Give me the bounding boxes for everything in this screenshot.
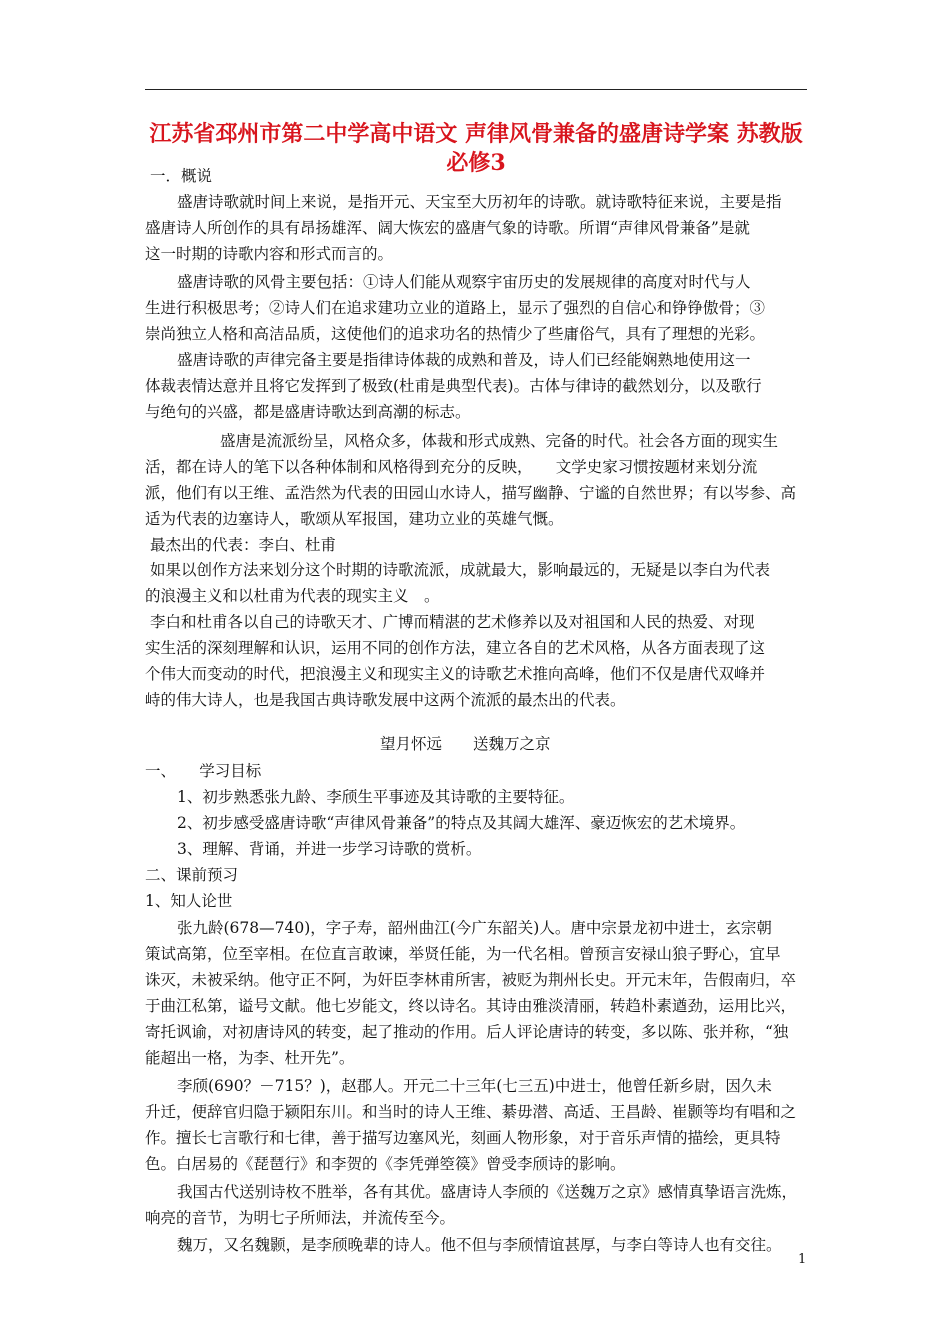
text-line: 1、知人论世 [145, 892, 233, 910]
text-line: 盛唐诗歌的声律完备主要是指律诗体裁的成熟和普及，诗人们已经能娴熟地使用这一 [177, 351, 751, 369]
text-line: 色。白居易的《琵琶行》和李贺的《李凭弹箜篌》曾受李颀诗的影响。 [145, 1155, 626, 1173]
text-line: 寄托讽谕，对初唐诗风的转变，起了推动的作用。后人评论唐诗的转变，多以陈、张并称，“独 [145, 1023, 789, 1041]
text-line: 望月怀远 送魏万之京 [380, 735, 551, 753]
text-line: 盛唐诗歌的风骨主要包括：①诗人们能从观察宇宙历史的发展规律的高度对时代与人 [177, 273, 751, 291]
text-line: 张九龄(678—740)，字子寿，韶州曲江(今广东韶关)人。唐中宗景龙初中进士，玄宗朝 [177, 919, 772, 937]
text-line: 魏万，又名魏颢，是李颀晚辈的诗人。他不但与李颀情谊甚厚，与李白等诗人也有交往。 [177, 1236, 782, 1254]
text-line: 李颀(690？－715？)，赵郡人。开元二十三年(七三五)中进士，他曾任新乡尉，因久未 [177, 1077, 772, 1095]
text-line: 这一时期的诗歌内容和形式而言的。 [145, 245, 394, 263]
text-line: 一、 学习目标 [145, 762, 262, 780]
text-line: 生进行积极思考；②诗人们在追求建功立业的道路上，显示了强烈的自信心和铮铮傲骨；③ [145, 299, 766, 317]
text-line: 活，都在诗人的笔下以各种体制和风格得到充分的反映， 文学史家习惯按题材来划分流 [145, 458, 758, 476]
text-line: 峙的伟大诗人，也是我国古典诗歌发展中这两个流派的最杰出的代表。 [145, 691, 626, 709]
text-line: 与绝句的兴盛，都是盛唐诗歌达到高潮的标志。 [145, 403, 471, 421]
text-line: 盛唐诗歌就时间上来说，是指开元、天宝至大历初年的诗歌。就诗歌特征来说，主要是指 [177, 193, 782, 211]
text-line: 体裁表情达意并且将它发挥到了极致(杜甫是典型代表)。古体与律诗的截然划分，以及歌行 [145, 377, 762, 395]
text-line: 崇尚独立人格和高洁品质，这使他们的追求功名的热情少了些庸俗气，具有了理想的光彩。 [145, 325, 766, 343]
text-line: 如果以创作方法来划分这个时期的诗歌流派，成就最大，影响最远的，无疑是以李白为代表 [150, 561, 771, 579]
text-line: 派，他们有以王维、孟浩然为代表的田园山水诗人，描写幽静、宁谧的自然世界；有以岑参、高 [145, 484, 797, 502]
text-line: 诛灭，未被采纳。他守正不阿，为奸臣李林甫所害，被贬为荆州长史。开元末年，告假南归，卒 [145, 971, 797, 989]
header-rule [145, 89, 807, 90]
text-line: 响亮的音节，为明七子所师法，并流传至今。 [145, 1209, 456, 1227]
text-line: 最杰出的代表：李白、杜甫 [150, 536, 337, 554]
text-line: 个伟大而变动的时代，把浪漫主义和现实主义的诗歌艺术推向高峰，他们不仅是唐代双峰并 [145, 665, 766, 683]
text-line: 盛唐是流派纷呈，风格众多，体裁和形式成熟、完备的时代。社会各方面的现实生 [220, 432, 779, 450]
text-line: 适为代表的边塞诗人，歌颂从军报国，建功立业的英雄气慨。 [145, 510, 564, 528]
text-line: 盛唐诗人所创作的具有昂扬雄浑、阔大恢宏的盛唐气象的诗歌。所谓“声律风骨兼备”是就 [145, 219, 750, 237]
text-line: 的浪漫主义和以杜甫为代表的现实主义 。 [145, 587, 440, 605]
text-line: 一．概说 [150, 167, 213, 185]
text-line: 实生活的深刻理解和认识，运用不同的创作方法，建立各自的艺术风格，从各方面表现了这 [145, 639, 766, 657]
text-line: 策试高第，位至宰相。在位直言敢谏，举贤任能，为一代名相。曾预言安禄山狼子野心，宜早 [145, 945, 781, 963]
page-number: 1 [798, 1252, 807, 1267]
text-line: 3、理解、背诵，并进一步学习诗歌的赏析。 [177, 840, 482, 858]
text-line: 于曲江私第，谥号文献。他七岁能文，终以诗名。其诗由雅淡清丽，转趋朴素遒劲，运用比兴， [145, 997, 797, 1015]
text-line: 我国古代送别诗枚不胜举，各有其优。盛唐诗人李颀的《送魏万之京》感情真挚语言洗炼， [177, 1183, 798, 1201]
text-line: 升迁，便辞官归隐于颍阳东川。和当时的诗人王维、綦毋潜、高适、王昌龄、崔颢等均有唱和之 [145, 1103, 797, 1121]
text-line: 李白和杜甫各以自己的诗歌天才、广博而精湛的艺术修养以及对祖国和人民的热爱、对现 [150, 613, 755, 631]
text-line: 2、初步感受盛唐诗歌“声律风骨兼备”的特点及其阔大雄浑、豪迈恢宏的艺术境界。 [177, 814, 746, 832]
text-line: 能超出一格，为李、杜开先”。 [145, 1049, 355, 1067]
page-title: 江苏省邳州市第二中学高中语文 声律风骨兼备的盛唐诗学案 苏教版必修3 [149, 121, 803, 176]
text-line: 1、初步熟悉张九龄、李颀生平事迹及其诗歌的主要特征。 [177, 788, 575, 806]
text-line: 作。擅长七言歌行和七律，善于描写边塞风光，刻画人物形象，对于音乐声情的描绘，更具特 [145, 1129, 781, 1147]
text-line: 二、课前预习 [145, 866, 239, 884]
